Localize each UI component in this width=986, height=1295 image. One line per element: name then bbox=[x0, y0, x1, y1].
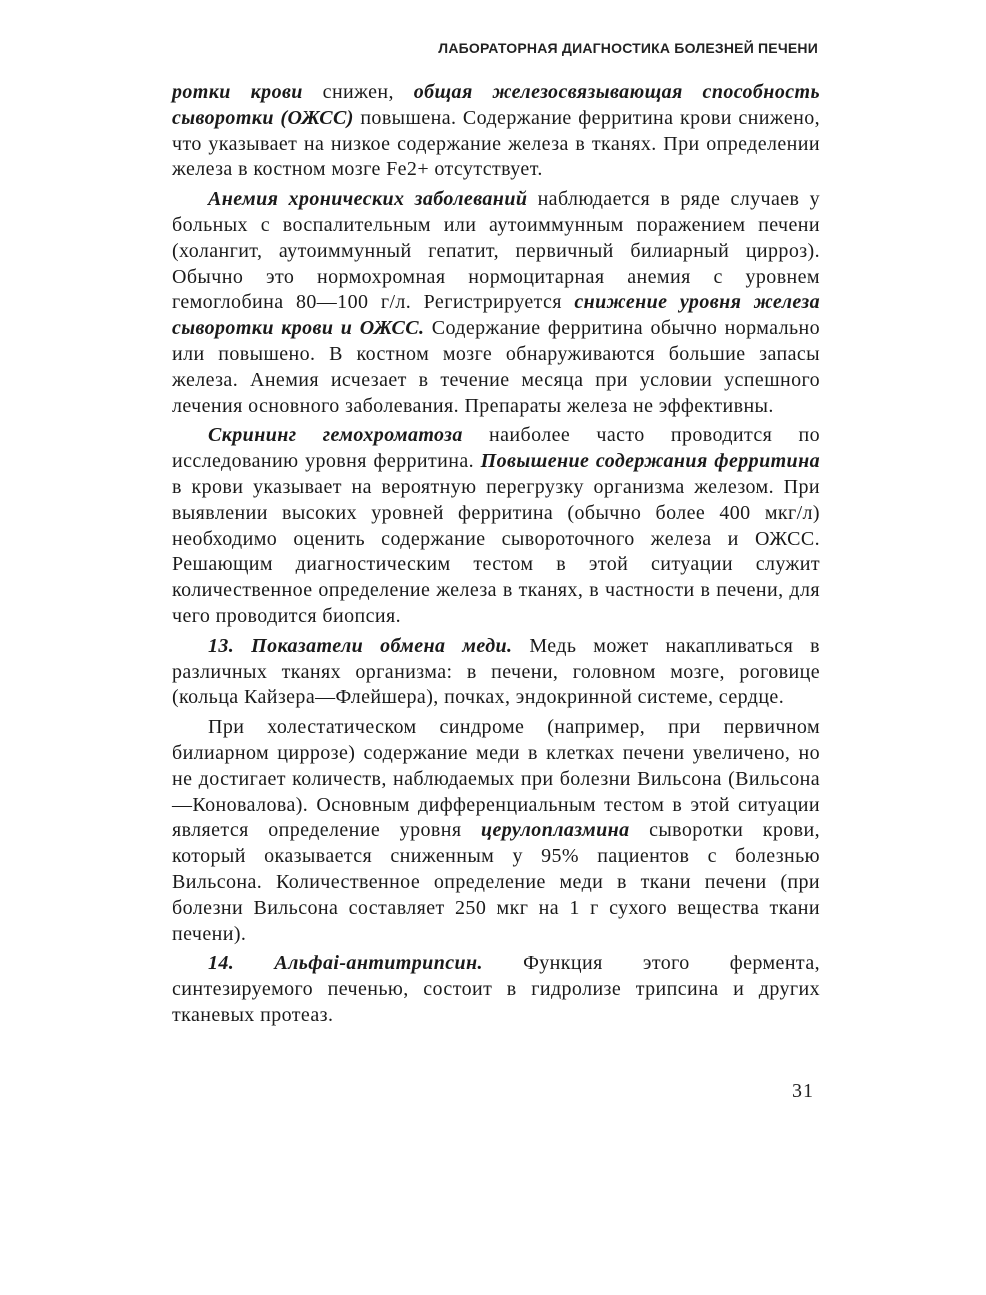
emphasized-text: Анемия хронических заболеваний bbox=[208, 188, 528, 211]
emphasized-text: 14. Альфаі-антитрипсин. bbox=[208, 952, 483, 975]
text-run: Функция этого фермента, синтезируемого печенью, состоит в гидролизе трипсина и других тканевых протеаз. bbox=[172, 952, 820, 1026]
text-run: сыворотки крови, который оказывается сниженным у 95% пациентов с болезнью Вильсона. Количественное определение меди в ткани печени (при болезни Вильсона составляет 250 мкг на 1 г сухого вещества ткани печени). bbox=[172, 819, 820, 945]
body-text bbox=[172, 80, 820, 1033]
emphasized-text: церулоплазмина bbox=[480, 819, 630, 842]
emphasized-text: общая железосвязывающая способность сыворотки (ОЖСС) bbox=[172, 81, 820, 129]
paragraph bbox=[172, 634, 820, 711]
page-number: 31 bbox=[792, 1080, 814, 1102]
emphasized-text: 13. Показатели обмена меди. bbox=[208, 634, 513, 657]
emphasized-text: Скрининг гемохроматоза bbox=[208, 424, 463, 447]
text-run: в крови указывает на вероятную перегрузку организма железом. При выявлении высоких уровней ферритина (обычно более 400 мкг/л) необходимо оценить содержание сывороточного железа и ОЖСС. Решающим диагностическим тестом в этой ситуации служит количественное определение железа в тканях, в частности в печени, для чего проводится биопсия. bbox=[172, 475, 820, 627]
emphasized-text: снижение уровня железа сыворотки крови и ОЖСС. bbox=[172, 291, 820, 340]
paragraph bbox=[172, 187, 820, 419]
running-head: ЛАБОРАТОРНАЯ ДИАГНОСТИКА БОЛЕЗНЕЙ ПЕЧЕНИ bbox=[438, 40, 818, 56]
emphasized-text: Повышение содержания ферритина bbox=[480, 450, 820, 473]
paragraph bbox=[172, 951, 820, 1028]
text-run: наиболее часто проводится по исследованию уровня ферритина. bbox=[172, 424, 820, 473]
text-run: Содержание ферритина обычно нормально или повышено. В костном мозге обнаруживаются большие запасы железа. Анемия исчезает в течение месяца при условии успешного лечения основного заболевания. Препараты железа не эффективны. bbox=[172, 317, 820, 417]
emphasized-text: ротки крови bbox=[172, 81, 303, 103]
text-run: При холестатическом синдроме (например, при первичном билиарном циррозе) содержание меди в клетках печени увеличено, но не достигает количеств, наблюдаемых при болезни Вильсона (Вильсона—Коновалова). Основным дифференциальным тестом в этой ситуации является определение уровня bbox=[172, 716, 820, 842]
text-run: снижен, bbox=[302, 81, 414, 103]
text-run: наблюдается в ряде случаев у больных с воспалительным или аутоиммунным поражением печени (холангит, аутоиммунный гепатит, первичный билиарный цирроз). Обычно это нормохромная нормоцитарная анемия с уровнем гемоглобина 80—100 г/л. Регистрируется bbox=[172, 188, 820, 314]
paragraph bbox=[172, 715, 820, 947]
text-run: повышена. Содержание ферритина крови снижено, что указывает на низкое содержание железа в тканях. При определении железа в костном мозге Fe2+ отсутствует. bbox=[172, 106, 821, 181]
paragraph bbox=[172, 80, 820, 183]
text-run: Медь может накапливаться в различных тканях организма: в печени, головном мозге, роговице (кольца Кайзера—Флейшера), почках, эндокринной системе, сердце. bbox=[172, 634, 820, 709]
paragraph bbox=[172, 423, 820, 629]
